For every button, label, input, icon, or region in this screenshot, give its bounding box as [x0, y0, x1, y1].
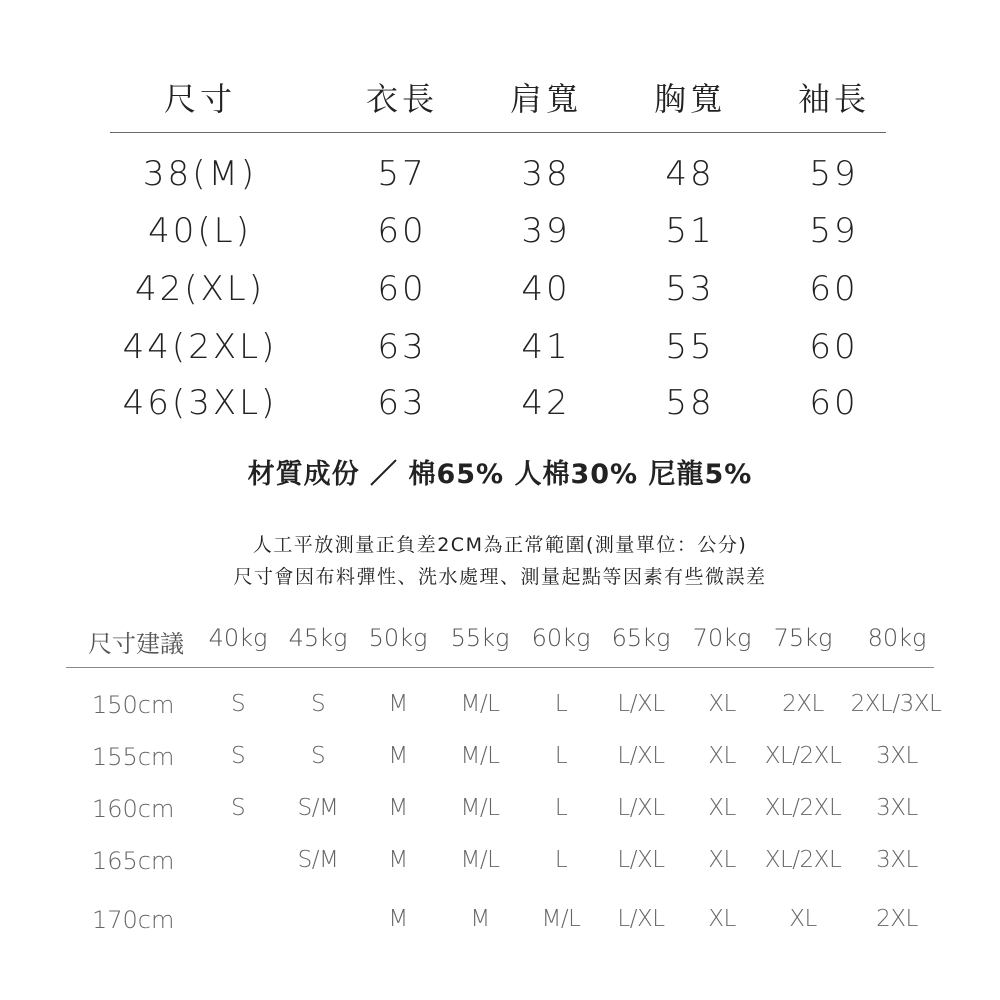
recommend-cell: S	[230, 743, 246, 769]
recommend-cell: XL	[708, 795, 736, 821]
size-table-cell: 44(2XL)	[122, 327, 278, 367]
weight-header: 45kg	[288, 624, 348, 652]
recommend-cell: XL/2XL	[764, 743, 842, 769]
recommend-cell: M/L	[460, 691, 500, 717]
recommend-cell: 2XL	[876, 906, 918, 932]
recommend-cell: S	[230, 691, 246, 717]
recommend-cell: S	[230, 795, 246, 821]
height-label: 155cm	[92, 743, 175, 771]
size-table-cell: 38(M)	[142, 154, 258, 194]
recommend-cell: L	[554, 795, 568, 821]
size-table-cell: 57	[377, 154, 427, 194]
recommend-cell: M	[388, 743, 408, 769]
recommend-cell: L	[554, 847, 568, 873]
size-table-cell: 40(L)	[148, 211, 252, 251]
size-table-cell: 59	[809, 211, 859, 251]
height-label: 150cm	[92, 691, 175, 719]
size-table-header-shoulder: 肩寬	[509, 80, 583, 118]
size-table-cell: 63	[377, 327, 427, 367]
size-table-cell: 40	[521, 269, 571, 309]
recommend-table-corner: 尺寸建議	[88, 630, 184, 658]
recommend-cell: S/M	[297, 795, 339, 821]
weight-header: 40kg	[208, 624, 268, 652]
size-table-header-sleeve: 袖長	[797, 80, 871, 118]
recommend-cell: L/XL	[617, 795, 665, 821]
size-table-cell: 60	[809, 383, 859, 423]
height-label: 170cm	[92, 906, 175, 934]
height-label: 160cm	[92, 795, 175, 823]
recommend-cell: XL	[708, 847, 736, 873]
size-table-cell: 53	[665, 269, 715, 309]
recommend-cell: M	[388, 847, 408, 873]
size-table-header-chest: 胸寬	[653, 80, 727, 118]
weight-header: 75kg	[773, 624, 833, 652]
measurement-note: 人工平放測量正負差2CM為正常範圍(測量單位：公分)	[252, 534, 748, 556]
recommend-cell: L/XL	[617, 847, 665, 873]
recommend-cell: M/L	[541, 906, 581, 932]
recommend-cell: 3XL	[876, 847, 918, 873]
size-table-cell: 59	[809, 154, 859, 194]
recommend-cell: S	[310, 691, 326, 717]
size-table-cell: 38	[521, 154, 571, 194]
recommend-cell: XL	[708, 906, 736, 932]
recommend-cell: L/XL	[617, 743, 665, 769]
size-table-cell: 60	[809, 327, 859, 367]
recommend-cell: XL	[708, 691, 736, 717]
size-table-cell: 41	[521, 327, 571, 367]
size-table-cell: 39	[521, 211, 571, 251]
recommend-cell: 2XL	[782, 691, 824, 717]
height-label: 165cm	[92, 847, 175, 875]
weight-header: 50kg	[368, 624, 428, 652]
size-table-cell: 55	[665, 327, 715, 367]
size-table-cell: 63	[377, 383, 427, 423]
weight-header: 55kg	[450, 624, 510, 652]
size-table-cell: 58	[665, 383, 715, 423]
size-table-cell: 42(XL)	[134, 269, 266, 309]
size-table-cell: 60	[377, 269, 427, 309]
recommend-cell: M/L	[460, 847, 500, 873]
weight-header: 80kg	[867, 624, 927, 652]
recommend-cell: M	[388, 906, 408, 932]
recommend-cell: L/XL	[617, 691, 665, 717]
weight-header: 65kg	[611, 624, 671, 652]
recommend-cell: L	[554, 743, 568, 769]
size-table-cell: 60	[377, 211, 427, 251]
recommend-cell: XL	[708, 743, 736, 769]
material-composition: 材質成份 ／ 棉65% 人棉30% 尼龍5%	[247, 459, 753, 490]
size-table-cell: 60	[809, 269, 859, 309]
recommend-cell: XL/2XL	[764, 847, 842, 873]
recommend-cell: L/XL	[617, 906, 665, 932]
recommend-cell: M/L	[460, 795, 500, 821]
recommend-cell: S/M	[297, 847, 339, 873]
size-table-cell: 51	[665, 211, 715, 251]
size-table-header-length: 衣長	[365, 80, 439, 118]
recommend-cell: 2XL/3XL	[850, 691, 942, 717]
recommend-cell: 3XL	[876, 795, 918, 821]
size-table-cell: 46(3XL)	[122, 383, 278, 423]
size-table-cell: 42	[521, 383, 571, 423]
tolerance-note: 尺寸會因布料彈性、洗水處理、測量起點等因素有些微誤差	[233, 566, 767, 588]
size-table-header-size: 尺寸	[163, 80, 237, 118]
recommend-cell: XL/2XL	[764, 795, 842, 821]
recommend-cell: M	[388, 795, 408, 821]
recommend-cell: 3XL	[876, 743, 918, 769]
size-table-divider	[110, 132, 886, 133]
size-table-cell: 48	[665, 154, 715, 194]
recommend-cell: M	[388, 691, 408, 717]
weight-header: 60kg	[531, 624, 591, 652]
recommend-cell: M	[470, 906, 490, 932]
recommend-cell: S	[310, 743, 326, 769]
recommend-table-divider	[66, 667, 934, 668]
recommend-cell: L	[554, 691, 568, 717]
weight-header: 70kg	[692, 624, 752, 652]
recommend-cell: M/L	[460, 743, 500, 769]
recommend-cell: XL	[789, 906, 817, 932]
